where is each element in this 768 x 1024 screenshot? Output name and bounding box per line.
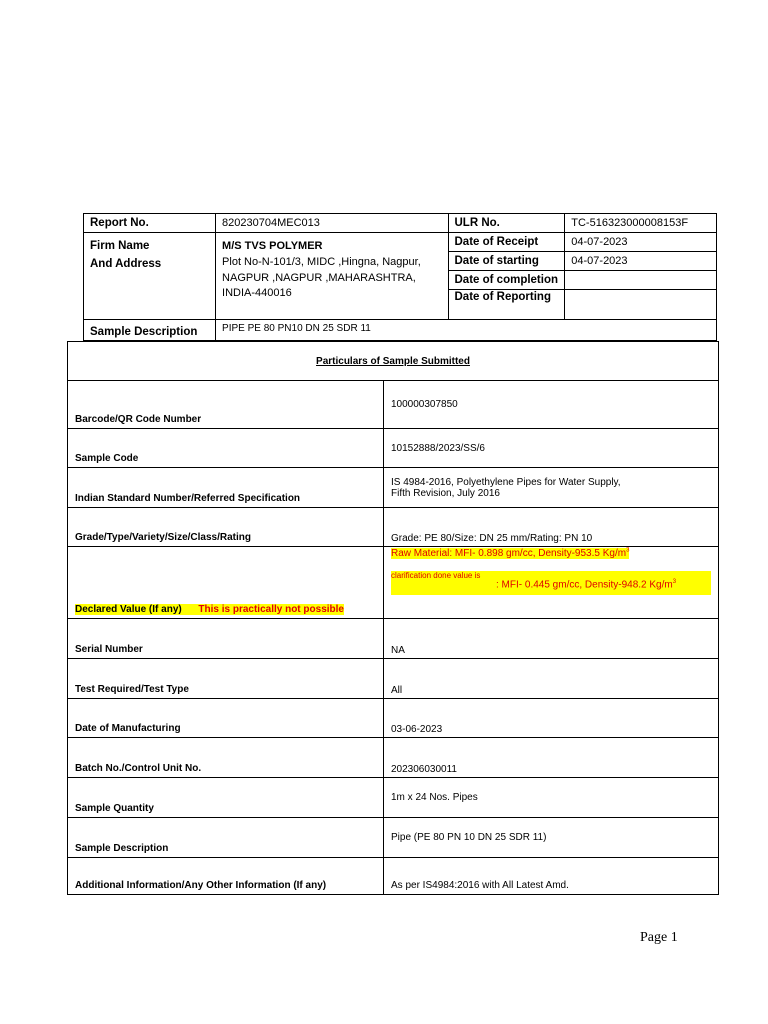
date-manufacturing-value: 03-06-2023 <box>384 699 719 738</box>
declared-value-cell <box>384 547 719 619</box>
date-completion-label: Date of completion <box>448 271 565 290</box>
clarification-value: : MFI- 0.445 gm/cc, Density-948.2 $Kg/m^3$ <box>496 579 677 591</box>
ulr-no-value: TC-516323000008153F <box>565 214 717 233</box>
firm-address-cell <box>216 233 448 320</box>
sample-code-value: 10152888/2023/SS/6 <box>384 429 719 468</box>
serial-number-value: NA <box>384 619 719 659</box>
declared-note: This is practically not possible <box>198 604 344 615</box>
indian-standard-label: Indian Standard Number/Referred Specification <box>68 468 384 508</box>
batch-no-label: Batch No./Control Unit No. <box>68 738 384 778</box>
sample-code-label: Sample Code <box>68 429 384 468</box>
sample-quantity-value: 1m x 24 Nos. Pipes <box>384 778 719 818</box>
sample-description-row-value: Pipe (PE 80 PN 10 DN 25 SDR 11) <box>384 818 719 858</box>
date-reporting-label: Date of Reporting <box>448 290 565 320</box>
test-required-label: Test Required/Test Type <box>68 659 384 699</box>
firm-name-label-cell <box>84 233 216 320</box>
barcode-value: 100000307850 <box>384 381 719 429</box>
particulars-title: Particulars of Sample Submitted <box>68 342 719 381</box>
date-manufacturing-label: Date of Manufacturing <box>68 699 384 738</box>
date-completion-value <box>565 271 717 290</box>
sample-description-label: Sample Description <box>84 320 216 341</box>
address-line-2: NAGPUR ,NAGPUR ,MAHARASHTRA, <box>222 271 416 284</box>
and-address-label: And Address <box>90 258 162 270</box>
indian-standard-value-cell <box>384 468 719 508</box>
firm-name: M/S TVS POLYMER <box>222 240 323 252</box>
date-receipt-label: Date of Receipt <box>448 233 565 252</box>
firm-name-label: Firm Name <box>90 240 150 252</box>
batch-no-value: 202306030011 <box>384 738 719 778</box>
sample-quantity-label: Sample Quantity <box>68 778 384 818</box>
sample-description-row-label: Sample Description <box>68 818 384 858</box>
serial-number-label: Serial Number <box>68 619 384 659</box>
indian-standard-value-line1: IS 4984-2016, Polyethylene Pipes for Water Supply, <box>391 476 621 488</box>
address-line-1: Plot No-N-101/3, MIDC ,Hingna, Nagpur, <box>222 256 421 268</box>
report-no-value: 820230704MEC013 <box>216 214 448 233</box>
barcode-label: Barcode/QR Code Number <box>68 381 384 429</box>
declared-value-label: Declared Value (If any) This is practically not possible <box>75 604 344 615</box>
ulr-no-label: ULR No. <box>448 214 565 233</box>
sample-description-value: PIPE PE 80 PN10 DN 25 SDR 11 <box>216 320 717 341</box>
raw-material-value: Raw Material: MFI- 0.898 gm/cc, Density-953.5 $Kg/m^3$ <box>391 548 630 560</box>
date-receipt-value: 04-07-2023 <box>565 233 717 252</box>
clarification-block <box>391 571 711 595</box>
additional-info-value: As per IS4984:2016 with All Latest Amd. <box>384 858 719 895</box>
test-required-value: All <box>384 659 719 699</box>
grade-value: Grade: PE 80/Size: DN 25 mm/Rating: PN 10 <box>384 508 719 547</box>
declared-value-label-cell <box>68 547 384 619</box>
report-header-table <box>83 213 717 341</box>
indian-standard-value-line2: Fifth Revision, July 2016 <box>391 487 500 499</box>
address-line-3: INDIA-440016 <box>222 287 292 299</box>
clarification-label: clarification done value is <box>391 571 481 581</box>
grade-label: Grade/Type/Variety/Size/Class/Rating <box>68 508 384 547</box>
date-reporting-value <box>565 290 717 320</box>
page-number: Page 1 <box>640 930 678 945</box>
date-starting-label: Date of starting <box>448 252 565 271</box>
date-starting-value: 04-07-2023 <box>565 252 717 271</box>
report-no-label: Report No. <box>84 214 216 233</box>
additional-info-label: Additional Information/Any Other Information (If any) <box>68 858 384 895</box>
particulars-table <box>67 341 719 895</box>
